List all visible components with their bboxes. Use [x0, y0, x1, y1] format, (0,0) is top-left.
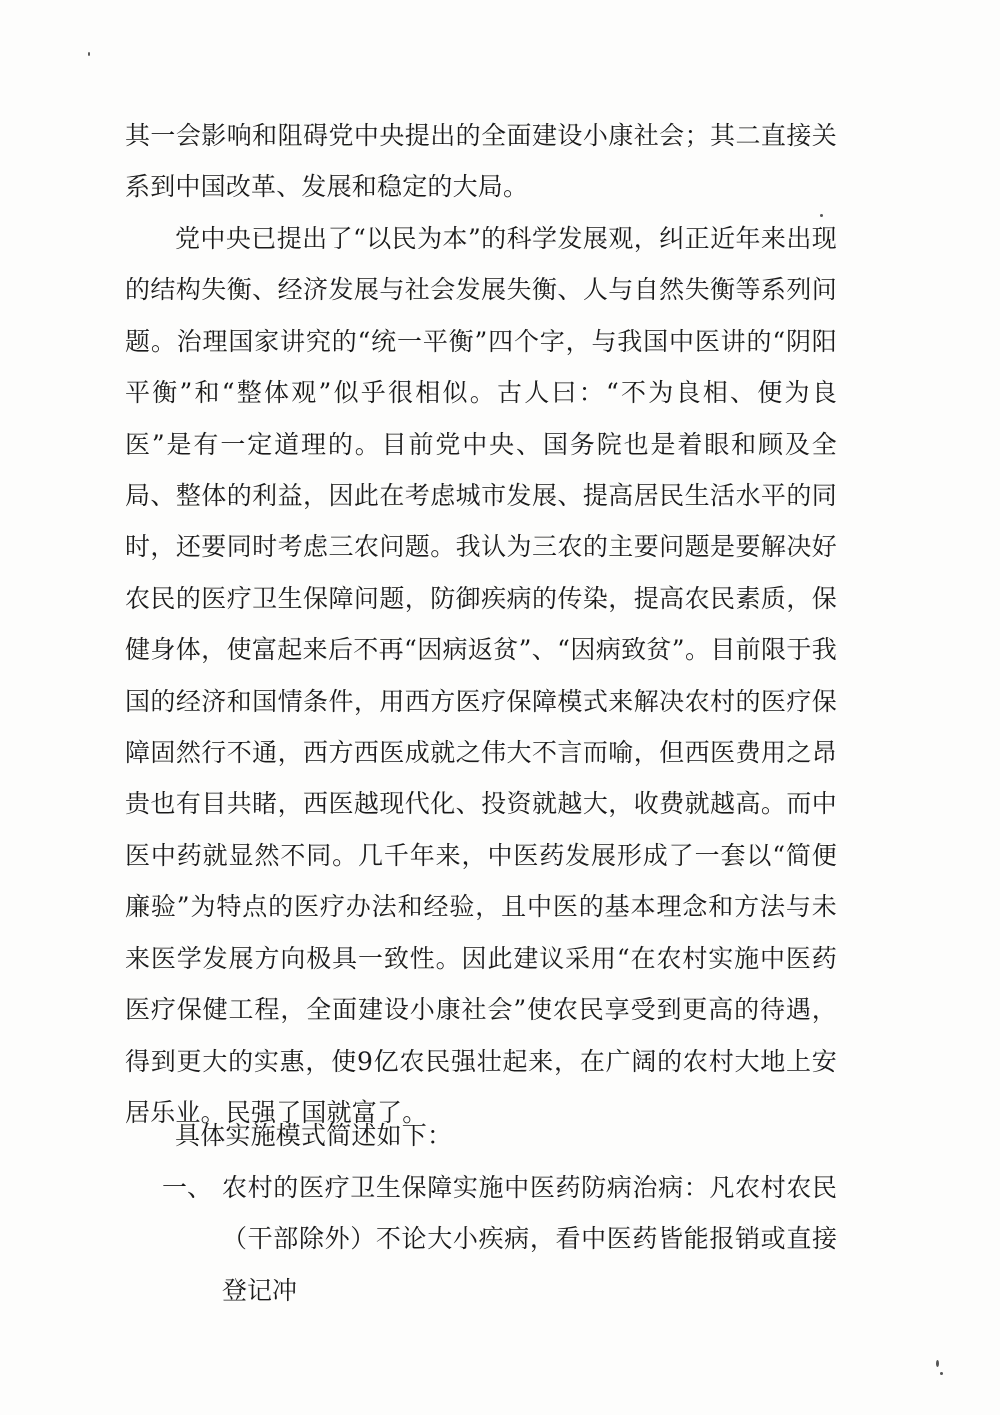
paragraph-3: 具体实施模式简述如下：: [175, 1121, 453, 1150]
list-marker-1: 一、: [162, 1173, 213, 1202]
paragraph-2-block: [125, 213, 837, 1138]
scan-speck: [88, 52, 90, 56]
paragraph-2: 党中央已提出了“以民为本”的科学发展观，纠正近年来出现的结构失衡、经济发展与社会发展失衡、人与自然失衡等系列问题。治理国家讲究的“统一平衡”四个字，与我国中医讲的“阴阳平衡”和“整体观”似乎很相似。古人曰：“不为良相、便为良医”是有一定道理的。目前党中央、国务院也是着眼和顾及全局、整体的利益，因此在考虑城市发展、提高居民生活水平的同时，还要同时考虑三农问题。我认为三农的主要问题是要解决好农民的医疗卫生保障问题，防御疾病的传染，提高农民素质，保健身体，使富起来后不再“因病返贫”、“因病致贫”。目前限于我国的经济和国情条件，用西方医疗保障模式来解决农村的医疗保障固然行不通，西方西医成就之伟大不言而喻，但西医费用之昂贵也有目共睹，西医越现代化、投资就越大，收费就越高。而中医中药就显然不同。几千年来，中医药发展形成了一套以“简便廉验”为特点的医疗办法和经验，且中医的基本理念和方法与未来医学发展方向极具一致性。因此建议采用“在农村实施中医药医疗保健工程，全面建设小康社会”使农民享受到更高的待遇，得到更大的实惠，使9亿农民强壮起来，在广阔的农村大地上安居乐业。民强了国就富了。: [125, 224, 837, 1127]
paragraph-3-block: [125, 1110, 837, 1161]
scan-speck: [936, 1360, 939, 1367]
paragraph-1: 其一会影响和阻碍党中央提出的全面建设小康社会；其二直接关系到中国改革、发展和稳定的大局。: [125, 121, 837, 202]
paragraph-1-block: [125, 110, 837, 213]
scan-speck: [940, 1372, 943, 1375]
scan-speck: [820, 214, 823, 217]
list-item-1: [162, 1162, 837, 1316]
list-text-1: 农村的医疗卫生保障实施中医药防病治病：凡农村农民（干部除外）不论大小疾病，看中医药皆能报销或直接登记冲: [222, 1173, 837, 1305]
